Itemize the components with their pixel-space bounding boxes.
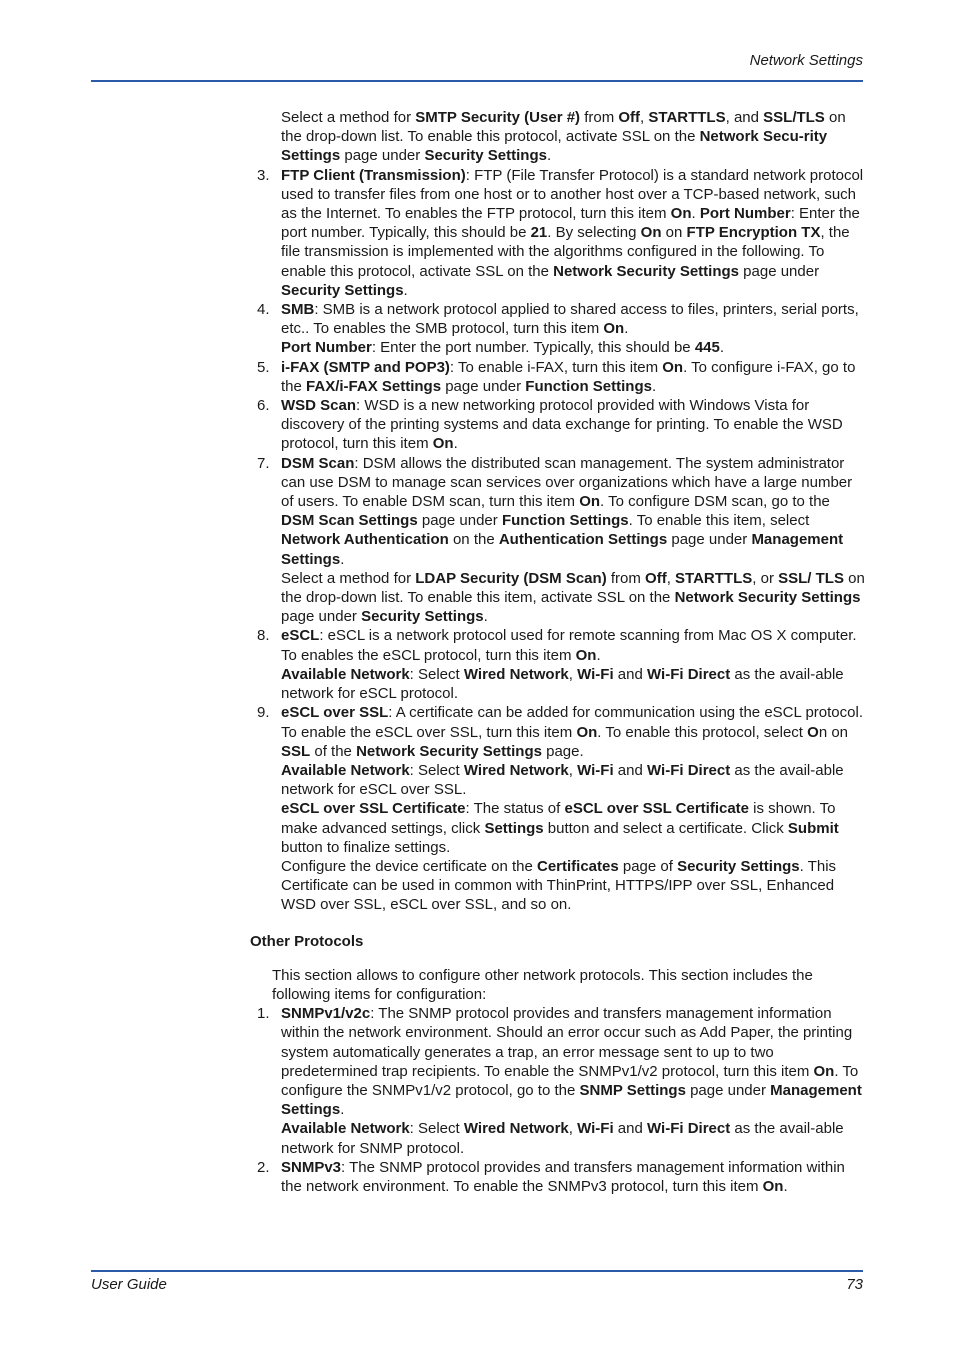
list-number: 7. — [257, 454, 270, 472]
text-run: . — [483, 608, 488, 626]
bold-term: Wired Network — [463, 665, 569, 683]
text-run: : eSCL is a network protocol used for remote scanning from Mac OS X computer. To enables the eSCL protocol, turn this item — [281, 627, 857, 664]
text-run: as the avail-able network for eSCL over SSL. — [281, 761, 844, 799]
text-run: . — [546, 147, 552, 165]
list-item-paragraph — [281, 665, 866, 703]
bold-term: Available Network — [281, 761, 410, 779]
text-run: : The SNMP protocol provides and transfers management information within the network environment. To enable the SNMPv3 protocol, turn this item — [281, 1158, 845, 1195]
text-run: on the drop-down list. To enable this protocol, activate SSL on the — [281, 109, 846, 146]
bold-term: Network Security Settings — [553, 262, 740, 280]
bold-term: SSL/ TLS — [778, 569, 844, 587]
bold-term: i-FAX (SMTP and POP3) — [281, 358, 450, 376]
text-run: page under — [417, 512, 502, 530]
text-run: : The status of — [465, 800, 565, 818]
section-intro: This section allows to configure other network protocols. This section includes the following items for configuration: — [272, 966, 813, 1003]
bold-term: STARTTLS — [648, 109, 726, 126]
bold-term: SMB — [281, 301, 315, 319]
bold-term: Port Number — [699, 205, 791, 223]
bold-term: eSCL over SSL Certificate — [564, 800, 750, 818]
text-run: : Enter the port number. Typically, this should be — [371, 339, 695, 357]
list-item-paragraph — [281, 857, 866, 915]
bold-term: Network Authentication — [281, 531, 449, 549]
text-run: Select a method for — [281, 569, 416, 587]
list-item-paragraph — [281, 358, 866, 396]
text-run: . — [651, 377, 657, 395]
header-rule — [91, 80, 863, 82]
bold-term: STARTTLS — [675, 569, 753, 587]
list-item-paragraph — [281, 300, 866, 338]
smtp-security-paragraph — [281, 108, 866, 166]
bold-term: SNMPv3 — [281, 1158, 342, 1176]
text-run: . — [403, 281, 408, 299]
text-run: page under — [667, 531, 752, 549]
bold-term: On — [575, 646, 597, 664]
bold-term: Network Security Settings — [674, 589, 861, 607]
list-number: 8. — [257, 627, 270, 645]
text-run: . — [453, 435, 458, 453]
bold-term: FTP Encryption TX — [686, 224, 821, 242]
text-run: : SMB is a network protocol applied to shared access to files, printers, serial ports, etc.. To enables the SMB protocol, turn this item — [281, 301, 859, 338]
text-run: on — [661, 224, 687, 242]
list-item — [257, 454, 866, 627]
list-item — [257, 703, 866, 914]
text-run: , — [568, 761, 578, 779]
bold-term: LDAP Security (DSM Scan) — [415, 569, 607, 587]
bold-term: SSL — [281, 742, 311, 760]
text-run: and — [613, 1120, 648, 1138]
text-run: . This Certificate can be used in common with ThinPrint, HTTPS/IPP over SSL, Enhanced WSD over SSL, eSCL over SSL, and so on. — [281, 857, 837, 914]
footer-title: User Guide — [91, 1276, 167, 1293]
text-run: on the drop-down list. To enable this item, activate SSL on the — [281, 569, 865, 607]
text-run: . — [624, 320, 629, 338]
text-run: page under — [441, 377, 526, 395]
text-run: : WSD is a new networking protocol provided with Windows Vista for discovery of the printing systems and data exchange for printing. To enable the WSD protocol, turn this item — [281, 397, 843, 453]
bold-term: On — [762, 1177, 784, 1195]
text-run: page of — [618, 857, 678, 875]
list-number: 2. — [257, 1158, 270, 1176]
text-run: : Select — [409, 665, 464, 683]
text-run: , the file transmission is implemented with the algorithms configured in the following. To enable this protocol, activate SSL on the — [281, 224, 850, 280]
bold-term: Wired Network — [463, 1120, 569, 1138]
list-item — [257, 300, 866, 358]
bold-term: Wi-Fi Direct — [647, 1120, 731, 1138]
text-run: , — [568, 1120, 578, 1138]
running-header: Network Settings — [749, 52, 863, 69]
bold-term: On — [603, 320, 625, 338]
list-item-paragraph — [281, 338, 866, 357]
text-run: page under — [340, 147, 425, 165]
list-item-paragraph — [281, 626, 866, 664]
bold-term: Available Network — [281, 665, 410, 683]
bold-term: Function Settings — [501, 512, 629, 530]
text-run: . To configure the SNMPv1/v2 protocol, go to the — [281, 1062, 859, 1099]
protocol-list — [0, 166, 954, 915]
bold-term: Off — [618, 109, 641, 126]
text-run: . — [783, 1177, 788, 1195]
bold-term: Wi-Fi — [577, 665, 614, 683]
list-item-paragraph — [281, 1004, 866, 1119]
bold-term: Wi-Fi — [577, 761, 614, 779]
list-item-paragraph — [281, 1158, 866, 1196]
text-run: . — [340, 550, 345, 568]
bold-term: Certificates — [536, 857, 619, 875]
list-item-paragraph — [281, 1119, 866, 1157]
bold-term: 21 — [530, 224, 548, 242]
list-item — [257, 166, 866, 300]
text-run: . By selecting — [547, 224, 641, 242]
list-item — [257, 1004, 866, 1158]
bold-term: FAX/i-FAX Settings — [306, 377, 442, 395]
text-run: , — [666, 569, 676, 587]
bold-term: On — [432, 435, 454, 453]
bold-term: Authentication Settings — [498, 531, 668, 549]
list-number: 1. — [257, 1005, 270, 1023]
bold-term: Security Settings — [361, 608, 484, 626]
text-run: n on — [818, 723, 849, 741]
text-run: from — [606, 569, 646, 587]
text-run: , or — [752, 569, 779, 587]
list-number: 9. — [257, 704, 270, 722]
list-number: 5. — [257, 358, 270, 376]
bold-term: On — [813, 1062, 835, 1080]
page-number: 73 — [846, 1276, 863, 1293]
bold-term: SSL/TLS — [763, 109, 825, 126]
list-item — [257, 396, 866, 454]
bold-term: Security Settings — [677, 857, 800, 875]
text-run: Select a method for — [281, 109, 416, 126]
bold-term: SNMP Settings — [579, 1081, 686, 1099]
list-item-paragraph — [281, 799, 866, 857]
list-number: 6. — [257, 397, 270, 415]
list-item — [257, 626, 866, 703]
text-run: . — [691, 205, 700, 223]
bold-term: 445 — [694, 339, 720, 357]
list-item-paragraph — [281, 703, 866, 761]
text-run: : To enable i-FAX, turn this item — [449, 358, 663, 376]
bold-term: Settings — [484, 819, 544, 837]
bold-term: Wi-Fi — [577, 1120, 614, 1138]
bold-term: eSCL over SSL Certificate — [281, 800, 466, 818]
list-item — [257, 358, 866, 396]
text-run: page under — [685, 1081, 771, 1099]
text-run: and — [613, 665, 648, 683]
other-protocols-list — [0, 1004, 954, 1196]
bold-term: eSCL — [281, 627, 320, 645]
bold-term: Network Security Settings — [356, 742, 542, 760]
text-run: of the — [310, 742, 357, 760]
bold-term: On — [576, 723, 598, 741]
text-run: button to finalize settings. — [281, 838, 451, 856]
list-number: 3. — [257, 166, 270, 184]
text-run: , and — [725, 109, 764, 126]
list-item-paragraph — [281, 454, 866, 569]
text-run: . To enable this item, select — [628, 512, 810, 530]
text-run: : DSM allows the distributed scan management. The system administrator can use DSM to manage scan services over organizations which have a large number of users. To enable DSM scan, turn this item — [281, 454, 853, 511]
text-run: : Select — [409, 1120, 464, 1138]
list-item-paragraph — [281, 569, 866, 627]
bold-term: Security Settings — [424, 147, 547, 165]
text-run: . — [596, 646, 601, 664]
text-run: page. — [541, 742, 584, 760]
bold-term: Wi-Fi Direct — [647, 761, 731, 779]
text-run: page under — [739, 262, 820, 280]
bold-term: eSCL over SSL — [281, 704, 389, 722]
bold-term: WSD Scan — [281, 397, 357, 415]
text-run: . To configure DSM scan, go to the — [600, 493, 830, 511]
text-run: . — [340, 1101, 345, 1119]
text-run: : The SNMP protocol provides and transfers management information within the network environment. Should an error occur such as Add Paper, the printing system automatically generates a trap, an error message sent to up to two predetermined trap recipients. To enable the SNMPv1/v2 protocol, turn this item — [281, 1005, 853, 1080]
bold-term: Security Settings — [281, 281, 404, 299]
text-run: is shown. To make advanced settings, click — [281, 800, 836, 837]
list-item-paragraph — [281, 761, 866, 799]
bold-term: Wi-Fi Direct — [647, 665, 731, 683]
bold-term: Port Number — [281, 339, 372, 357]
list-number: 4. — [257, 301, 270, 319]
text-run: : Select — [409, 761, 464, 779]
bold-term: On — [670, 205, 692, 223]
bold-term: DSM Scan Settings — [281, 512, 418, 530]
bold-term: FTP Client (Transmission) — [281, 166, 466, 184]
text-run: from — [580, 109, 619, 126]
text-run: as the avail-able network for SNMP protocol. — [281, 1120, 844, 1157]
bold-term: Function Settings — [525, 377, 652, 395]
bold-term: Off — [645, 569, 667, 587]
bold-term: Management Settings — [281, 531, 844, 568]
text-run: : FTP (File Transfer Protocol) is a standard network protocol used to transfer files from one host or to another host over a TCP-based network, such as the Internet. To enables the FTP protocol, turn this item — [281, 166, 864, 223]
text-run: , — [640, 109, 649, 126]
bold-term: Available Network — [281, 1120, 410, 1138]
bold-term: Wired Network — [463, 761, 569, 779]
text-run: Configure the device certificate on the — [281, 857, 537, 875]
text-run: . To configure i-FAX, go to the — [281, 358, 856, 395]
list-item — [257, 1158, 866, 1196]
bold-term: Management Settings — [281, 1081, 862, 1119]
bold-term: On — [640, 224, 662, 242]
text-run: , — [568, 665, 578, 683]
text-run: : Enter the port number. Typically, this should be — [281, 205, 860, 242]
bold-term: SNMPv1/v2c — [281, 1005, 371, 1023]
footer-rule — [91, 1270, 863, 1272]
list-item-paragraph — [281, 166, 866, 300]
text-run: : A certificate can be added for communication using the eSCL protocol. To enable the eSCL over SSL, turn this item — [281, 704, 863, 741]
text-run: as the avail-able network for eSCL protocol. — [281, 665, 844, 703]
text-run: button and select a certificate. Click — [543, 819, 788, 837]
text-run: page under — [281, 608, 362, 626]
text-run: . To enable this protocol, select — [597, 723, 808, 741]
section-heading: Other Protocols — [250, 932, 364, 950]
bold-term: SMTP Security (User #) — [415, 109, 581, 126]
bold-term: Network Secu-rity Settings — [281, 128, 828, 165]
bold-term: Submit — [787, 819, 839, 837]
text-run: and — [613, 761, 648, 779]
bold-term: DSM Scan — [281, 454, 355, 472]
text-run: on the — [448, 531, 499, 549]
bold-term: On — [662, 358, 684, 376]
bold-term: On — [579, 493, 601, 511]
bold-term: O — [807, 723, 819, 741]
list-item-paragraph — [281, 396, 866, 454]
page-content — [0, 108, 954, 1196]
text-run: . — [719, 339, 725, 357]
